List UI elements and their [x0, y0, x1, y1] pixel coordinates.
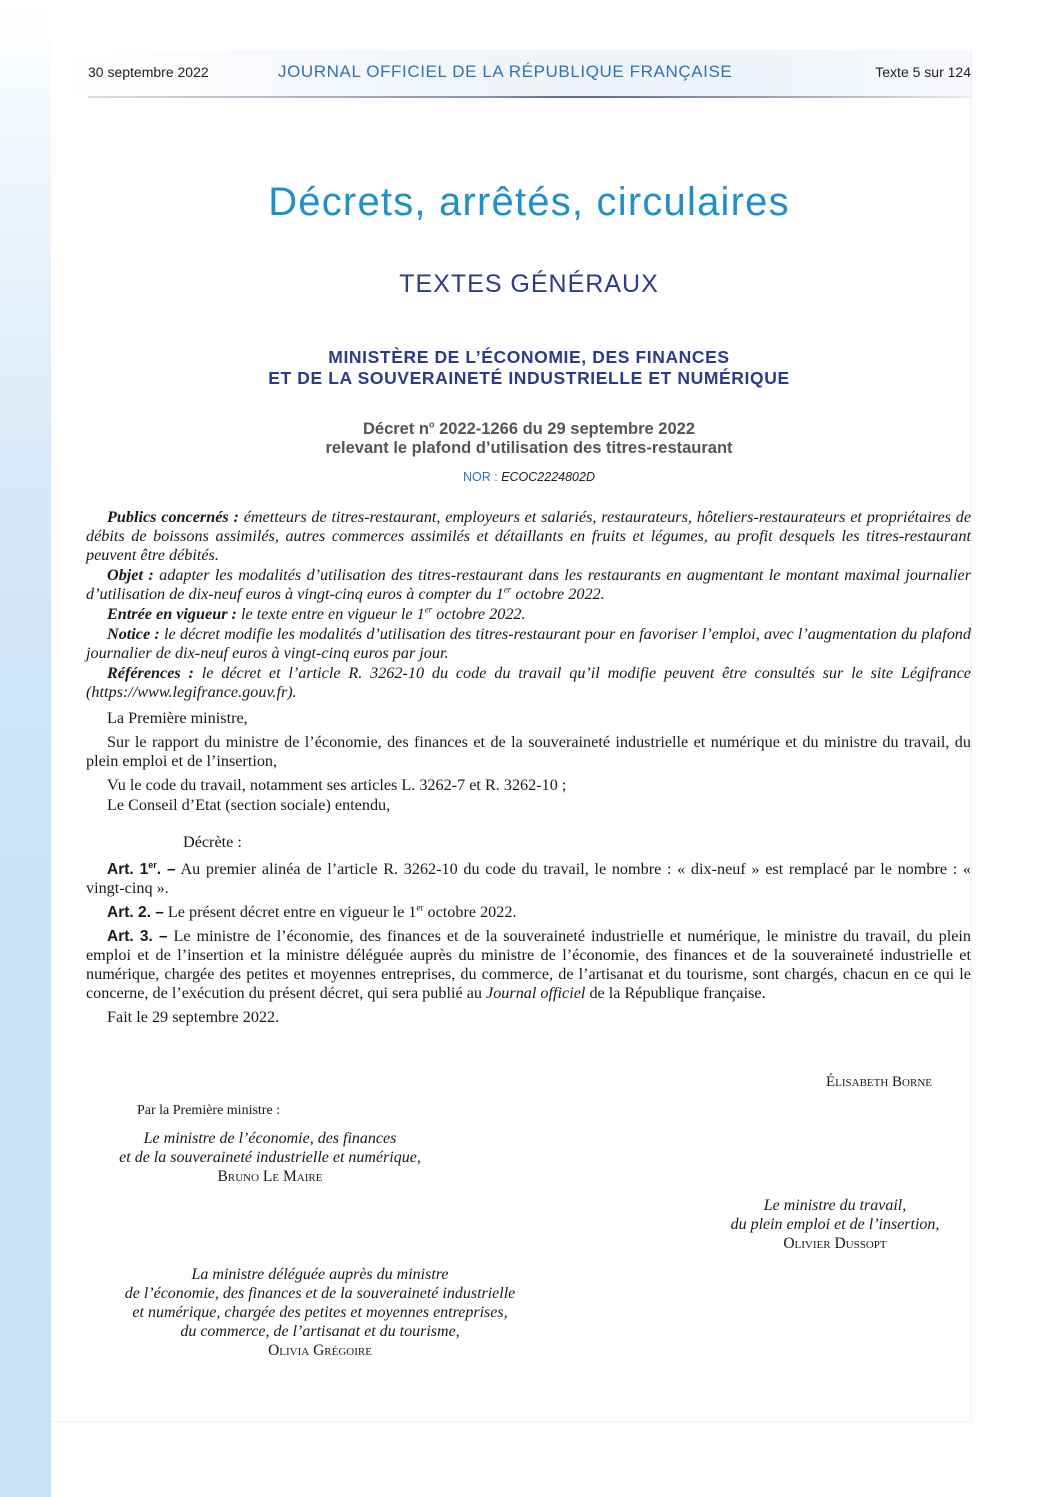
article-1-label — [107, 861, 176, 878]
summary-entree-text-end: octobre 2022. — [432, 605, 526, 623]
signature-economie-name: Bruno Le Maire — [217, 1168, 323, 1185]
signature-economie-role-2: et de la souveraineté industrielle et numérique, — [119, 1149, 421, 1166]
par-la-premiere-ministre: Par la Première ministre : — [137, 1103, 281, 1118]
section-title: Décrets, arrêtés, circulaires — [268, 180, 790, 224]
nor-label: NOR : — [462, 470, 502, 484]
article-1-label-text: Art. 1 — [107, 861, 149, 878]
summary-objet-text-end: octobre 2022. — [511, 585, 605, 603]
signature-deleguee-name: Olivia Grégoire — [268, 1342, 372, 1359]
article-1-label-dash: . – — [156, 861, 176, 878]
summary-block — [86, 508, 971, 702]
article-2-label: Art. 2. – — [107, 904, 164, 921]
article-1 — [86, 860, 971, 898]
signature-travail-name: Olivier Dussopt — [783, 1235, 887, 1252]
article-1-text: Au premier alinéa de l’article R. 3262-10 du code du travail, le nombre : « dix-neuf » est remplacé par le nombre : « vingt-cinq ». — [86, 860, 971, 897]
decree-title-line-2: relevant le plafond d’utilisation des titres-restaurant — [325, 439, 733, 457]
ministry-line-1: MINISTÈRE DE L’ÉCONOMIE, DES FINANCES — [328, 347, 730, 367]
nor-value: ECOC2224802D — [501, 470, 595, 484]
signature-premiere-ministre: Élisabeth Borne — [825, 1074, 932, 1090]
signature-deleguee-role-4: du commerce, de l’artisanat et du tourisme, — [180, 1323, 460, 1340]
visa-conseil: Le Conseil d’Etat (section sociale) entendu, — [107, 796, 391, 814]
signature-travail-role-2: du plein emploi et de l’insertion, — [730, 1216, 940, 1233]
article-3-text-end: de la République française. — [585, 984, 766, 1002]
visa-vu: Vu le code du travail, notamment ses articles L. 3262-7 et R. 3262-10 ; — [107, 776, 567, 794]
article-2-sup: er — [416, 902, 424, 913]
signature-travail — [690, 1196, 980, 1253]
summary-notice-label: Notice : — [107, 625, 160, 643]
decree-title-line-1 — [0, 420, 1058, 439]
summary-publics-label: Publics concernés : — [107, 508, 239, 526]
visa-block — [86, 709, 971, 852]
decree-title — [0, 420, 1058, 458]
header-date: 30 septembre 2022 — [88, 64, 209, 80]
article-3-text: Le ministre de l’économie, des finances et de la souveraineté industrielle et numérique, le ministre du travail, du plein emploi et de l’insertion et la ministre déléguée auprès du ministre de l’économie, des finances et de la souveraineté industrielle et numérique, chargée des petites et moyennes entreprises, du commerce, de l’artisanat et du tourisme, sont chargés, chacun en ce qui le concerne, de l’exécution du présent décret, qui sera publié au — [86, 927, 971, 1002]
summary-publics — [86, 508, 971, 565]
decree-body — [86, 508, 971, 1032]
running-header — [88, 62, 971, 86]
summary-references-label: Références : — [107, 664, 194, 682]
summary-entree — [86, 605, 971, 624]
signature-deleguee-role-1: La ministre déléguée auprès du ministre — [191, 1266, 449, 1283]
decree-number-date: 2022-1266 du 29 septembre 2022 — [434, 420, 696, 438]
signature-economie-role-1: Le ministre de l’économie, des finances — [143, 1130, 397, 1147]
summary-objet-label: Objet : — [107, 566, 154, 584]
summary-entree-text: le texte entre en vigueur le 1 — [236, 605, 425, 623]
summary-notice — [86, 625, 971, 663]
nor-reference — [0, 470, 1058, 484]
header-divider — [88, 96, 971, 98]
articles-block — [86, 860, 971, 1027]
decree-number-prefix: Décret n — [362, 420, 430, 438]
article-3 — [86, 927, 971, 1003]
article-3-label: Art. 3. – — [107, 928, 168, 945]
summary-notice-text: le décret modifie les modalités d’utilisation des titres-restaurant pour en favoriser l’emploi, avec l’augmentation du plafond journalier de dix-neuf euros à vingt-cinq euros par jour. — [86, 625, 971, 662]
article-2-text-end: octobre 2022. — [423, 903, 517, 921]
article-3-journal-officiel: Journal officiel — [486, 984, 586, 1002]
visa-rapport: Sur le rapport du ministre de l’économie, des finances et de la souveraineté industrielle et numérique et du ministre du travail, du plein emploi et de l’insertion, — [86, 733, 971, 770]
fait-le: Fait le 29 septembre 2022. — [107, 1008, 280, 1026]
ministry-line-2: ET DE LA SOUVERAINETÉ INDUSTRIELLE ET NUMÉRIQUE — [268, 368, 790, 388]
visa-decrete: Décrète : — [183, 833, 242, 851]
summary-publics-text: émetteurs de titres-restaurant, employeurs et salariés, restaurateurs, hôteliers-restaurateurs et propriétaires de débits de boissons assimilés, autres commerces assimilés et détaillants en fruits et légumes, au profit desquels les titres-restaurant peuvent être débités. — [86, 508, 971, 564]
article-2 — [86, 903, 971, 922]
article-2-text: Le présent décret entre en vigueur le 1 — [163, 903, 417, 921]
summary-entree-sup: er — [424, 604, 433, 615]
summary-objet-text: adapter les modalités d’utilisation des titres-restaurant dans les restaurants en augmentant le montant maximal journalier d’utilisation de dix-neuf euros à vingt-cinq euros à compter du 1 — [86, 566, 971, 603]
sub-title: TEXTES GÉNÉRAUX — [399, 270, 659, 298]
signature-deleguee-role-2: de l’économie, des finances et de la souveraineté industrielle — [124, 1285, 516, 1302]
signature-deleguee — [70, 1265, 570, 1360]
ministry-heading — [0, 347, 1058, 389]
signature-economie — [60, 1129, 480, 1186]
summary-objet-sup: er — [503, 584, 512, 595]
header-journal-title: JOURNAL OFFICIEL DE LA RÉPUBLIQUE FRANÇAISE — [278, 62, 733, 81]
summary-references-text: le décret et l’article R. 3262-10 du code du travail qu’il modifie peuvent être consultés sur le site Légifrance (https://www.legifrance.gouv.fr). — [86, 664, 971, 701]
header-text-count: Texte 5 sur 124 — [875, 64, 971, 80]
summary-objet — [86, 566, 971, 604]
decree-number-sup: o — [429, 419, 435, 430]
article-1-label-sup: er — [148, 859, 157, 870]
summary-entree-label: Entrée en vigueur : — [107, 605, 237, 623]
summary-references — [86, 664, 971, 702]
visa-premiere-ministre: La Première ministre, — [107, 709, 248, 727]
signature-travail-role-1: Le ministre du travail, — [763, 1197, 907, 1214]
signature-deleguee-role-3: et numérique, chargée des petites et moyennes entreprises, — [132, 1304, 508, 1321]
